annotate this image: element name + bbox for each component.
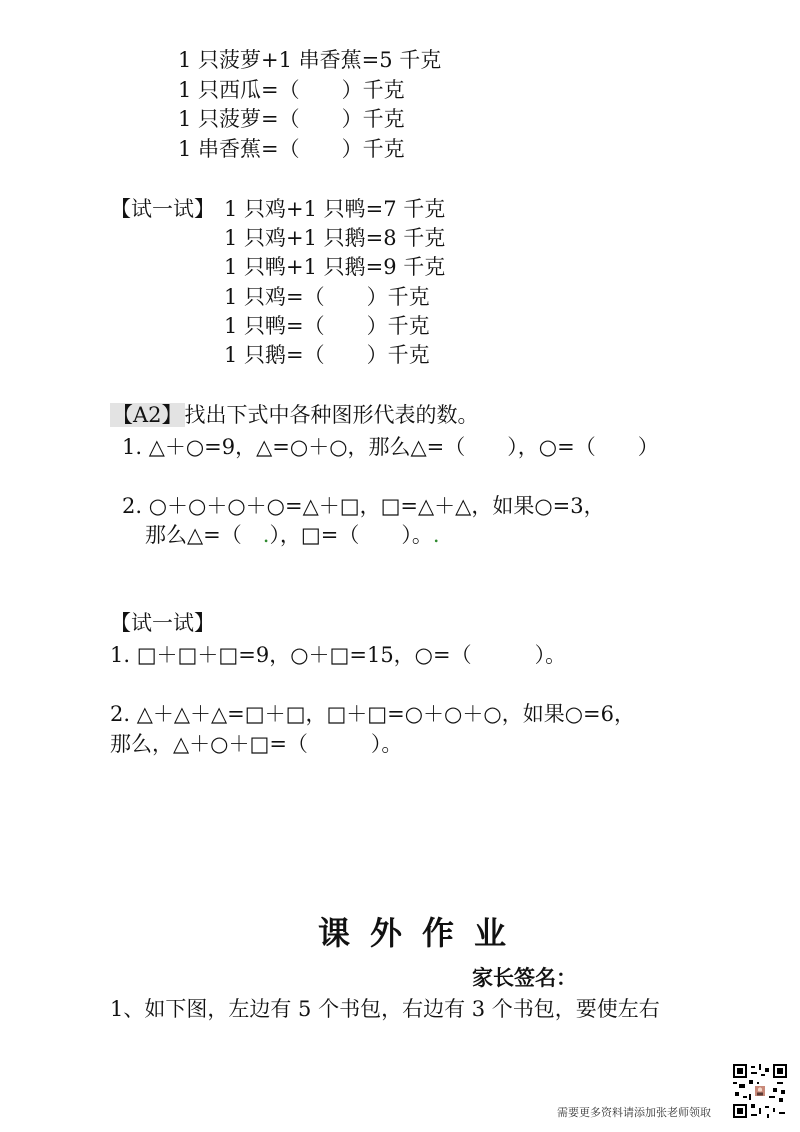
tryit1-line-3: 1 只鸭+1 只鹅=9 千克 (224, 255, 446, 279)
a1-line-4: 1 串香蕉=（ ）千克 (178, 137, 405, 161)
a2-question-1: 1. △＋○=9，△=○＋○，那么△=（ ），○=（ ） (122, 435, 659, 459)
tryit1-line-1: 1 只鸡+1 只鸭=7 千克 (224, 197, 446, 221)
tryit2-question-2-line-1: 2. △＋△＋△=□＋□，□＋□=○＋○＋○，如果○=6， (110, 702, 635, 726)
a2-question-2-line-2 (145, 521, 440, 549)
a2-q2-part-b: ），□=（ ）。 (269, 523, 433, 547)
a2-heading: 找出下式中各种图形代表的数。 (184, 403, 479, 427)
tryit1-line-6: 1 只鹅=（ ）千克 (224, 343, 430, 367)
a2-q2-part-a: 那么△=（ (145, 523, 263, 547)
homework-title: 课外作业 (318, 914, 527, 952)
a2-tag: 【A2】 (112, 403, 183, 427)
homework-question-1: 1、如下图，左边有 5 个书包，右边有 3 个书包，要使左右 (110, 997, 660, 1021)
tryit2-question-1: 1. □＋□＋□=9，○＋□=15，○=（ ）。 (110, 643, 567, 667)
tryit2-label: 【试一试】 (110, 611, 215, 635)
tryit1-line-5: 1 只鸭=（ ）千克 (224, 314, 430, 338)
footer-note: 需要更多资料请添加张老师领取 (557, 1106, 711, 1119)
a1-line-1: 1 只菠萝+1 串香蕉=5 千克 (178, 48, 442, 72)
a1-line-2: 1 只西瓜=（ ）千克 (178, 78, 405, 102)
a2-q2-trailing-dot: . (432, 523, 440, 547)
tryit1-label: 【试一试】 (110, 197, 215, 221)
qr-code-icon (733, 1064, 787, 1118)
tryit2-question-2-line-2: 那么，△＋○＋□=（ ）。 (110, 732, 403, 756)
parent-signature-label: 家长签名： (472, 966, 577, 990)
tryit1-line-2: 1 只鸡+1 只鹅=8 千克 (224, 226, 446, 250)
a2-question-2-line-1: 2. ○＋○＋○＋○=△＋□，□=△＋△，如果○=3， (122, 494, 605, 518)
a2-q2-dot: . (262, 523, 270, 547)
a1-line-3: 1 只菠萝=（ ）千克 (178, 107, 405, 131)
tryit1-line-4: 1 只鸡=（ ）千克 (224, 285, 430, 309)
a2-heading-row (110, 401, 479, 429)
